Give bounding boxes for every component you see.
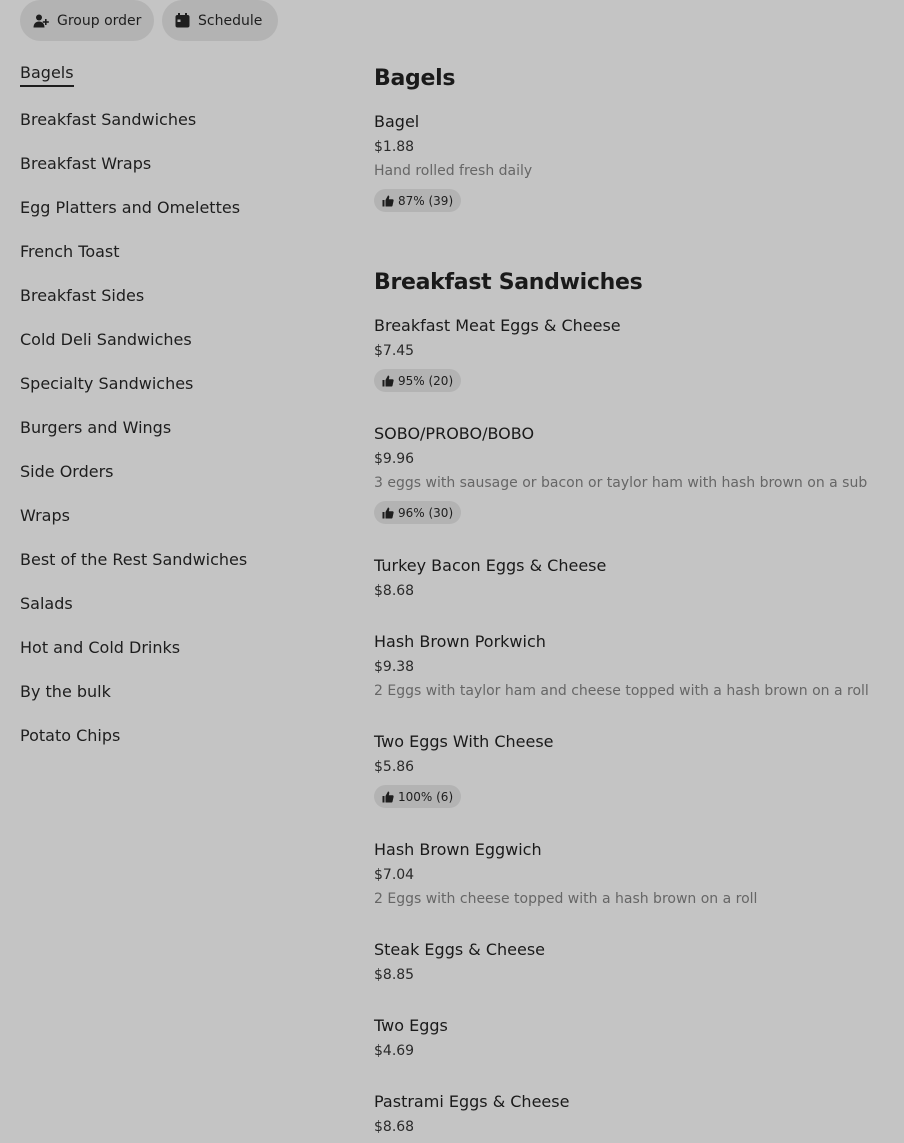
menu-item[interactable] [374, 554, 894, 603]
item-price: $9.96 [374, 451, 415, 467]
nav-item-salads[interactable]: Salads [20, 594, 73, 613]
section-title-breakfast-sandwiches: Breakfast Sandwiches [374, 270, 643, 295]
item-name: Breakfast Meat Eggs & Cheese [374, 316, 621, 335]
item-name: Hash Brown Porkwich [374, 632, 546, 651]
group-order-label: Group order [57, 12, 142, 29]
nav-item-side-orders[interactable]: Side Orders [20, 462, 114, 481]
item-name: SOBO/PROBO/BOBO [374, 424, 535, 443]
menu-item[interactable] [374, 1014, 894, 1063]
schedule-button[interactable] [162, 0, 278, 41]
item-price: $7.45 [374, 343, 415, 359]
item-price: $7.04 [374, 867, 415, 883]
menu-item[interactable] [374, 630, 894, 703]
rating-text: 96% (30) [398, 505, 454, 520]
item-price: $8.68 [374, 583, 415, 599]
item-price: $1.88 [374, 139, 415, 155]
item-description: 2 Eggs with cheese topped with a hash brown on a roll [374, 891, 758, 907]
nav-item-breakfast-wraps[interactable]: Breakfast Wraps [20, 154, 152, 173]
menu-item[interactable] [374, 422, 894, 524]
item-price: $8.85 [374, 967, 415, 983]
menu-item[interactable] [374, 938, 894, 987]
item-description: 2 Eggs with taylor ham and cheese topped with a hash brown on a roll [374, 683, 869, 699]
nav-item-french-toast[interactable]: French Toast [20, 242, 120, 261]
rating-text: 87% (39) [398, 193, 454, 208]
nav-item-breakfast-sandwiches[interactable]: Breakfast Sandwiches [20, 110, 197, 129]
nav-item-hot-and-cold-drinks[interactable]: Hot and Cold Drinks [20, 638, 181, 657]
add-person-icon [33, 13, 49, 29]
section-title-bagels: Bagels [374, 66, 456, 91]
rating-badge [374, 369, 461, 392]
nav-item-burgers-and-wings[interactable]: Burgers and Wings [20, 418, 172, 437]
menu-item[interactable] [374, 730, 894, 808]
item-name: Pastrami Eggs & Cheese [374, 1092, 570, 1111]
calendar-icon [175, 13, 190, 28]
thumbs-up-icon [382, 375, 394, 387]
nav-item-wraps[interactable]: Wraps [20, 506, 70, 525]
item-price: $5.86 [374, 759, 415, 775]
item-name: Two Eggs [374, 1016, 448, 1035]
menu-item[interactable] [374, 314, 894, 392]
nav-item-breakfast-sides[interactable]: Breakfast Sides [20, 286, 145, 305]
item-price: $9.38 [374, 659, 415, 675]
item-name: Two Eggs With Cheese [374, 732, 554, 751]
rating-text: 100% (6) [398, 789, 454, 804]
schedule-label: Schedule [198, 12, 263, 29]
nav-item-bagels[interactable]: Bagels [20, 61, 74, 87]
item-description: 3 eggs with sausage or bacon or taylor ham with hash brown on a sub [374, 475, 868, 491]
nav-item-specialty-sandwiches[interactable]: Specialty Sandwiches [20, 374, 194, 393]
item-name: Hash Brown Eggwich [374, 840, 542, 859]
rating-text: 95% (20) [398, 373, 454, 388]
group-order-button[interactable] [20, 0, 154, 41]
item-name: Turkey Bacon Eggs & Cheese [374, 556, 607, 575]
item-price: $8.68 [374, 1119, 415, 1135]
menu-item[interactable] [374, 1090, 894, 1139]
nav-item-cold-deli-sandwiches[interactable]: Cold Deli Sandwiches [20, 330, 192, 349]
nav-item-potato-chips[interactable]: Potato Chips [20, 726, 121, 745]
rating-badge [374, 785, 461, 808]
thumbs-up-icon [382, 507, 394, 519]
nav-item-egg-platters[interactable]: Egg Platters and Omelettes [20, 198, 241, 217]
item-name: Bagel [374, 112, 420, 131]
thumbs-up-icon [382, 791, 394, 803]
menu-item[interactable] [374, 110, 894, 212]
nav-item-by-the-bulk[interactable]: By the bulk [20, 682, 111, 701]
item-price: $4.69 [374, 1043, 415, 1059]
rating-badge [374, 189, 461, 212]
thumbs-up-icon [382, 195, 394, 207]
rating-badge [374, 501, 461, 524]
nav-item-best-of-the-rest[interactable]: Best of the Rest Sandwiches [20, 550, 248, 569]
item-name: Steak Eggs & Cheese [374, 940, 546, 959]
menu-item[interactable] [374, 838, 894, 911]
item-description: Hand rolled fresh daily [374, 163, 533, 179]
